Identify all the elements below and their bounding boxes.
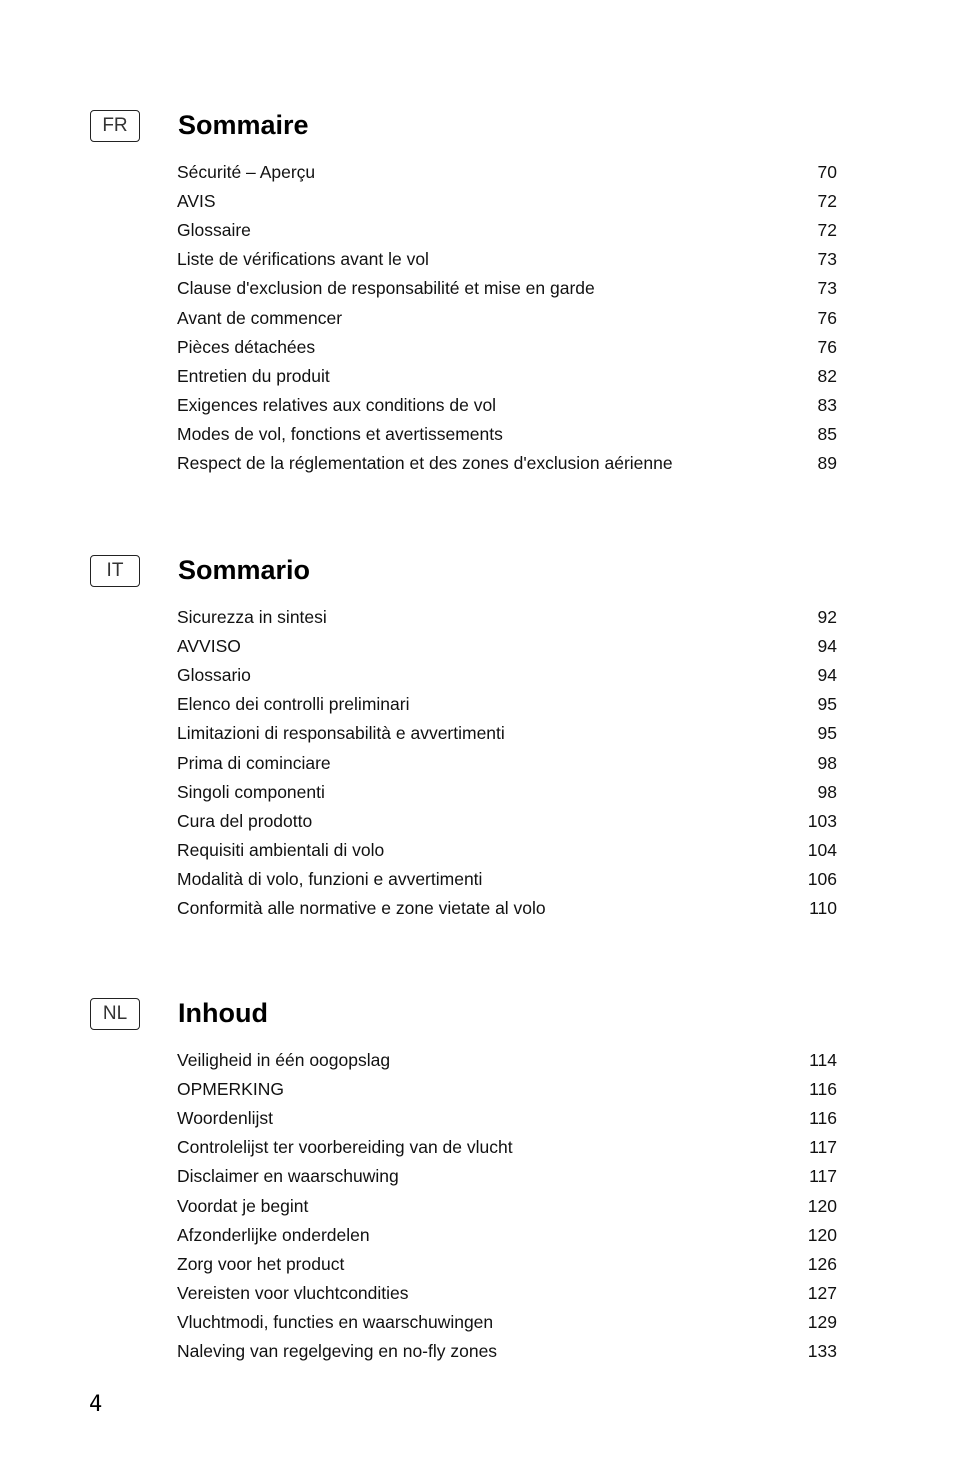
toc-entry-label: Limitazioni di responsabilità e avvertimenti bbox=[177, 723, 505, 744]
section-title: Sommaire bbox=[178, 110, 309, 140]
toc-entry-page: 126 bbox=[807, 1253, 837, 1274]
toc-entry[interactable] bbox=[177, 1075, 837, 1104]
toc-entry-page: 92 bbox=[817, 607, 837, 628]
toc-entry[interactable] bbox=[177, 303, 837, 332]
toc-entry-page: 106 bbox=[807, 868, 837, 889]
toc-entry-page: 94 bbox=[817, 636, 837, 657]
toc-entry-page: 73 bbox=[817, 278, 837, 299]
toc-entry-label: Exigences relatives aux conditions de vol bbox=[177, 394, 497, 415]
toc-entry-label: Sécurité – Aperçu bbox=[177, 162, 316, 183]
toc-entry[interactable] bbox=[177, 1279, 837, 1308]
toc-entry[interactable] bbox=[177, 216, 837, 245]
toc-entry-page: 120 bbox=[807, 1224, 837, 1245]
toc-entry-page: 116 bbox=[809, 1108, 837, 1129]
toc-entry[interactable] bbox=[177, 1308, 837, 1337]
toc-entry-page: 104 bbox=[807, 839, 837, 860]
language-badge: FR bbox=[90, 110, 140, 142]
toc-entry-label: AVIS bbox=[177, 191, 216, 212]
toc-entry[interactable] bbox=[177, 333, 837, 362]
toc-entry-label: OPMERKING bbox=[177, 1079, 284, 1100]
section-title: Sommario bbox=[178, 555, 311, 585]
toc-entry-page: 98 bbox=[817, 781, 837, 802]
toc-entry-label: Modes de vol, fonctions et avertissements bbox=[177, 423, 503, 444]
toc-entry-label: Veiligheid in één oogopslag bbox=[177, 1050, 391, 1071]
toc-entry-page: 76 bbox=[817, 307, 837, 328]
toc-entry-label: Vereisten voor vluchtcondities bbox=[177, 1282, 409, 1303]
page-number: 4 bbox=[89, 1392, 103, 1417]
toc-entry-page: 72 bbox=[817, 191, 837, 212]
toc-entry-label: Glossaire bbox=[177, 220, 251, 241]
toc-entry-label: Avant de commencer bbox=[177, 307, 343, 328]
toc-entry[interactable] bbox=[177, 1104, 837, 1133]
toc-entry-label: Vluchtmodi, functies en waarschuwingen bbox=[177, 1311, 494, 1332]
toc-entry-label: Disclaimer en waarschuwing bbox=[177, 1166, 399, 1187]
toc-entry-page: 85 bbox=[817, 423, 837, 444]
toc-entry-page: 89 bbox=[817, 452, 837, 473]
toc-entry-label: Cura del prodotto bbox=[177, 810, 313, 831]
toc-entry-page: 72 bbox=[817, 220, 837, 241]
toc-entry[interactable] bbox=[177, 391, 837, 420]
toc-entry-label: Prima di cominciare bbox=[177, 752, 331, 773]
toc-entry[interactable] bbox=[177, 449, 837, 478]
toc-entry-page: 114 bbox=[809, 1050, 837, 1071]
toc-entry[interactable] bbox=[177, 1250, 837, 1279]
toc-entry-page: 129 bbox=[807, 1311, 837, 1332]
toc-entry-label: Pièces détachées bbox=[177, 336, 316, 357]
toc-entry-label: Controlelijst ter voorbereiding van de vlucht bbox=[177, 1137, 513, 1158]
language-badge: IT bbox=[90, 555, 140, 587]
toc-entry[interactable] bbox=[177, 894, 837, 923]
toc-entry-page: 73 bbox=[817, 249, 837, 270]
toc-entry[interactable] bbox=[177, 1162, 837, 1191]
toc-entry-label: Zorg voor het product bbox=[177, 1253, 345, 1274]
toc-entry[interactable] bbox=[177, 362, 837, 391]
toc-entry-page: 95 bbox=[817, 723, 837, 744]
toc-list bbox=[177, 603, 837, 923]
toc-entry-label: Conformità alle normative e zone vietate al volo bbox=[177, 897, 546, 918]
toc-entry[interactable] bbox=[177, 661, 837, 690]
toc-entry-page: 82 bbox=[817, 365, 837, 386]
toc-entry-label: Liste de vérifications avant le vol bbox=[177, 249, 429, 270]
toc-entry-page: 83 bbox=[817, 394, 837, 415]
toc-entry-page: 98 bbox=[817, 752, 837, 773]
toc-entry-label: Woordenlijst bbox=[177, 1108, 273, 1129]
toc-entry-label: AVVISO bbox=[177, 636, 241, 657]
toc-entry[interactable] bbox=[177, 836, 837, 865]
toc-entry[interactable] bbox=[177, 1133, 837, 1162]
toc-entry-label: Glossario bbox=[177, 665, 251, 686]
toc-entry[interactable] bbox=[177, 158, 837, 187]
toc-entry-label: Naleving van regelgeving en no-fly zones bbox=[177, 1340, 498, 1361]
toc-entry[interactable] bbox=[177, 632, 837, 661]
language-badge: NL bbox=[90, 998, 140, 1030]
toc-entry[interactable] bbox=[177, 187, 837, 216]
toc-entry[interactable] bbox=[177, 807, 837, 836]
toc-entry[interactable] bbox=[177, 1337, 837, 1366]
toc-entry-page: 103 bbox=[807, 810, 837, 831]
toc-entry[interactable] bbox=[177, 1191, 837, 1220]
toc-list bbox=[177, 158, 837, 478]
toc-entry-page: 117 bbox=[809, 1137, 837, 1158]
toc-entry-label: Respect de la réglementation et des zones d'exclusion aérienne bbox=[177, 452, 673, 473]
toc-entry[interactable] bbox=[177, 778, 837, 807]
toc-entry-page: 120 bbox=[807, 1195, 837, 1216]
toc-entry-page: 95 bbox=[817, 694, 837, 715]
toc-entry[interactable] bbox=[177, 420, 837, 449]
toc-entry[interactable] bbox=[177, 865, 837, 894]
toc-entry-label: Requisiti ambientali di volo bbox=[177, 839, 385, 860]
toc-entry-label: Clause d'exclusion de responsabilité et mise en garde bbox=[177, 278, 595, 299]
toc-entry-label: Modalità di volo, funzioni e avvertimenti bbox=[177, 868, 483, 889]
toc-entry-page: 116 bbox=[809, 1079, 837, 1100]
toc-entry-page: 117 bbox=[809, 1166, 837, 1187]
toc-entry-page: 133 bbox=[807, 1340, 837, 1361]
toc-entry-page: 110 bbox=[809, 897, 837, 918]
toc-entry[interactable] bbox=[177, 274, 837, 303]
toc-entry-label: Afzonderlijke onderdelen bbox=[177, 1224, 370, 1245]
toc-entry[interactable] bbox=[177, 719, 837, 748]
toc-entry-label: Singoli componenti bbox=[177, 781, 325, 802]
toc-entry[interactable] bbox=[177, 1221, 837, 1250]
toc-entry-label: Voordat je begint bbox=[177, 1195, 309, 1216]
toc-list bbox=[177, 1046, 837, 1366]
toc-entry[interactable] bbox=[177, 603, 837, 632]
section-title: Inhoud bbox=[178, 998, 268, 1028]
toc-entry-label: Entretien du produit bbox=[177, 365, 330, 386]
toc-entry-page: 94 bbox=[817, 665, 837, 686]
toc-entry[interactable] bbox=[177, 245, 837, 274]
toc-entry-label: Elenco dei controlli preliminari bbox=[177, 694, 410, 715]
toc-entry-page: 127 bbox=[807, 1282, 837, 1303]
toc-entry[interactable] bbox=[177, 690, 837, 719]
toc-entry-page: 76 bbox=[817, 336, 837, 357]
toc-entry-page: 70 bbox=[817, 162, 837, 183]
toc-entry[interactable] bbox=[177, 1046, 837, 1075]
toc-entry-label: Sicurezza in sintesi bbox=[177, 607, 327, 628]
toc-entry[interactable] bbox=[177, 748, 837, 777]
